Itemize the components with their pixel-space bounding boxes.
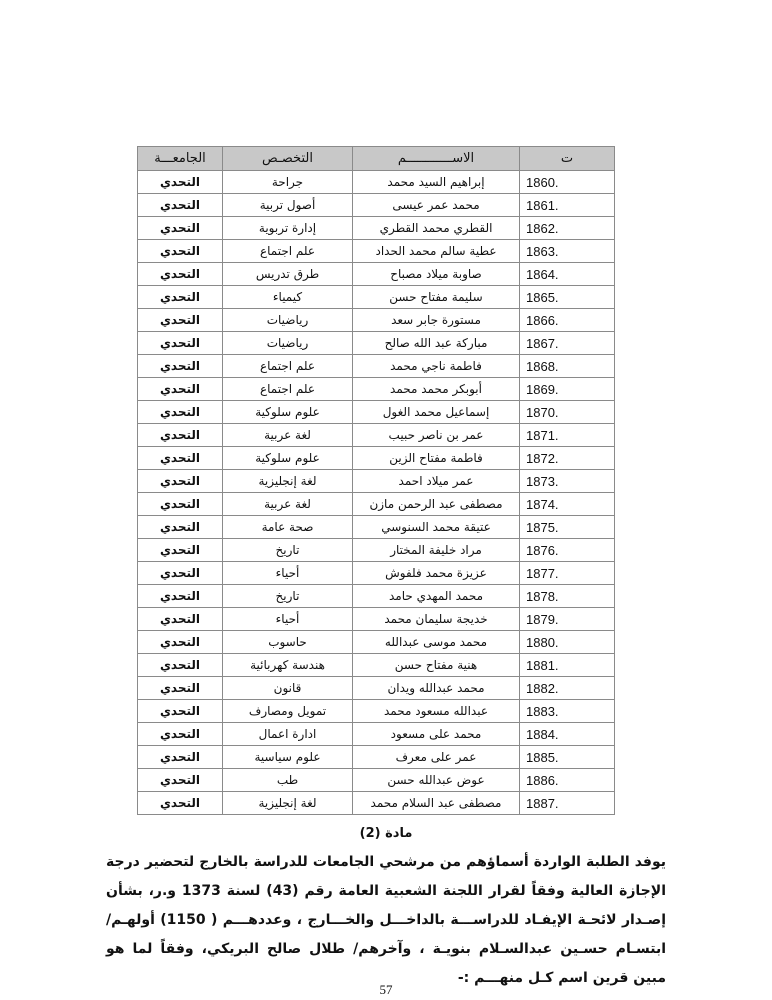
table-row: [138, 194, 615, 217]
table-row: [138, 746, 615, 769]
cell-university: التحدي: [138, 355, 223, 378]
cell-university: التحدي: [138, 378, 223, 401]
cell-specialization: صحة عامة: [223, 516, 353, 539]
cell-university: التحدي: [138, 424, 223, 447]
table-row: [138, 171, 615, 194]
table-row: [138, 677, 615, 700]
table-row: [138, 286, 615, 309]
cell-name: مصطفى عبد السلام محمد: [353, 792, 520, 815]
cell-name: عمر ميلاد احمد: [353, 470, 520, 493]
cell-name: القطري محمد القطري: [353, 217, 520, 240]
cell-specialization: علم اجتماع: [223, 355, 353, 378]
article-title: مادة (2): [359, 826, 413, 841]
table-row: [138, 378, 615, 401]
article-body: يوفد الطلبة الواردة أسماؤهم من مرشحي الجامعات للدراسة بالخارج لتحضير درجة الإجازة العالية وفقاً لقرار اللجنة الشعبية العامة رقم (43) لسنة 1373 و.ر، بشأن إصـدار لائحـة الإيفـاد للدراســـة بالداخـــل والخـــارج ، وعددهـــم ( 1150) أولهـم/ ابتسـام حسـين عبدالسـلام بنويـة ، وآخرهم/ طلال صالح البريكي، وفقاً لما هو مبين قرين اسم كـل منهـــم :-: [106, 854, 666, 986]
cell-name: أبوبكر محمد محمد: [353, 378, 520, 401]
table-row: [138, 355, 615, 378]
table-row: [138, 217, 615, 240]
cell-name: صاوبة ميلاد مصباح: [353, 263, 520, 286]
table-header-row: [138, 147, 615, 171]
cell-name: فاطمة مفتاح الزين: [353, 447, 520, 470]
cell-specialization: كيمياء: [223, 286, 353, 309]
cell-specialization: أحياء: [223, 608, 353, 631]
cell-university: التحدي: [138, 447, 223, 470]
cell-name: إبراهيم السيد محمد: [353, 171, 520, 194]
table-row: [138, 493, 615, 516]
cell-name: عطية سالم محمد الحداد: [353, 240, 520, 263]
cell-university: التحدي: [138, 493, 223, 516]
cell-specialization: علم اجتماع: [223, 240, 353, 263]
table-row: [138, 562, 615, 585]
cell-name: مراد خليفة المختار: [353, 539, 520, 562]
cell-name: عزيزة محمد فلفوش: [353, 562, 520, 585]
table-row: [138, 516, 615, 539]
table-body: [138, 171, 615, 815]
cell-specialization: علوم سياسية: [223, 746, 353, 769]
cell-university: التحدي: [138, 700, 223, 723]
cell-specialization: إدارة تربوية: [223, 217, 353, 240]
table-row: [138, 424, 615, 447]
cell-number: 1886.: [520, 769, 615, 792]
cell-specialization: ادارة اعمال: [223, 723, 353, 746]
cell-number: 1869.: [520, 378, 615, 401]
table-row: [138, 332, 615, 355]
table-row: [138, 539, 615, 562]
table-row: [138, 263, 615, 286]
cell-university: التحدي: [138, 401, 223, 424]
cell-name: هنية مفتاح حسن: [353, 654, 520, 677]
students-table: [137, 146, 615, 815]
cell-university: التحدي: [138, 562, 223, 585]
cell-university: التحدي: [138, 792, 223, 815]
header-university: الجامعـــة: [138, 147, 223, 171]
cell-specialization: جراحة: [223, 171, 353, 194]
cell-name: محمد على مسعود: [353, 723, 520, 746]
cell-number: 1877.: [520, 562, 615, 585]
cell-number: 1881.: [520, 654, 615, 677]
cell-university: التحدي: [138, 746, 223, 769]
cell-specialization: رياضيات: [223, 309, 353, 332]
cell-number: 1870.: [520, 401, 615, 424]
cell-university: التحدي: [138, 677, 223, 700]
cell-name: سليمة مفتاح حسن: [353, 286, 520, 309]
table-row: [138, 792, 615, 815]
cell-number: 1865.: [520, 286, 615, 309]
cell-number: 1871.: [520, 424, 615, 447]
cell-number: 1885.: [520, 746, 615, 769]
cell-university: التحدي: [138, 194, 223, 217]
cell-number: 1861.: [520, 194, 615, 217]
cell-university: التحدي: [138, 309, 223, 332]
cell-number: 1860.: [520, 171, 615, 194]
cell-university: التحدي: [138, 470, 223, 493]
cell-name: عوض عبدالله حسن: [353, 769, 520, 792]
cell-specialization: أحياء: [223, 562, 353, 585]
cell-name: مصطفى عبد الرحمن مازن: [353, 493, 520, 516]
cell-university: التحدي: [138, 263, 223, 286]
cell-university: التحدي: [138, 723, 223, 746]
table-row: [138, 240, 615, 263]
cell-specialization: تاريخ: [223, 585, 353, 608]
cell-specialization: لغة إنجليزية: [223, 470, 353, 493]
cell-specialization: حاسوب: [223, 631, 353, 654]
cell-number: 1878.: [520, 585, 615, 608]
cell-number: 1880.: [520, 631, 615, 654]
cell-name: مستورة جابر سعد: [353, 309, 520, 332]
cell-name: عمر على معرف: [353, 746, 520, 769]
cell-university: التحدي: [138, 171, 223, 194]
table-row: [138, 585, 615, 608]
cell-specialization: قانون: [223, 677, 353, 700]
table-row: [138, 631, 615, 654]
header-specialization: التخصـص: [223, 147, 353, 171]
cell-number: 1863.: [520, 240, 615, 263]
cell-specialization: لغة عربية: [223, 424, 353, 447]
cell-number: 1882.: [520, 677, 615, 700]
cell-number: 1874.: [520, 493, 615, 516]
cell-number: 1879.: [520, 608, 615, 631]
cell-specialization: علوم سلوكية: [223, 401, 353, 424]
cell-specialization: تمويل ومصارف: [223, 700, 353, 723]
cell-name: محمد موسى عبدالله: [353, 631, 520, 654]
cell-specialization: أصول تربية: [223, 194, 353, 217]
page-number: 57: [379, 982, 393, 997]
cell-university: التحدي: [138, 654, 223, 677]
cell-university: التحدي: [138, 585, 223, 608]
cell-specialization: لغة عربية: [223, 493, 353, 516]
cell-number: 1872.: [520, 447, 615, 470]
cell-number: 1873.: [520, 470, 615, 493]
cell-university: التحدي: [138, 608, 223, 631]
cell-specialization: لغة إنجليزية: [223, 792, 353, 815]
table-row: [138, 654, 615, 677]
cell-number: 1884.: [520, 723, 615, 746]
cell-number: 1864.: [520, 263, 615, 286]
cell-specialization: طرق تدريس: [223, 263, 353, 286]
cell-number: 1862.: [520, 217, 615, 240]
cell-university: التحدي: [138, 332, 223, 355]
table-row: [138, 723, 615, 746]
cell-name: إسماعيل محمد الغول: [353, 401, 520, 424]
cell-specialization: علوم سلوكية: [223, 447, 353, 470]
cell-university: التحدي: [138, 240, 223, 263]
cell-name: خديجة سليمان محمد: [353, 608, 520, 631]
table-row: [138, 608, 615, 631]
cell-name: مباركة عبد الله صالح: [353, 332, 520, 355]
cell-name: فاطمة ناجي محمد: [353, 355, 520, 378]
table-row: [138, 769, 615, 792]
cell-name: عبدالله مسعود محمد: [353, 700, 520, 723]
cell-name: محمد عبدالله ويدان: [353, 677, 520, 700]
cell-name: عمر بن ناصر حبيب: [353, 424, 520, 447]
cell-specialization: هندسة كهربائية: [223, 654, 353, 677]
cell-specialization: علم اجتماع: [223, 378, 353, 401]
cell-university: التحدي: [138, 539, 223, 562]
cell-name: عتيقة محمد السنوسي: [353, 516, 520, 539]
cell-number: 1876.: [520, 539, 615, 562]
header-number: ت: [520, 147, 615, 171]
table-row: [138, 447, 615, 470]
table-row: [138, 401, 615, 424]
table-row: [138, 470, 615, 493]
cell-number: 1867.: [520, 332, 615, 355]
cell-name: محمد عمر عيسى: [353, 194, 520, 217]
header-name: الاســــــــــــم: [353, 147, 520, 171]
cell-name: محمد المهدي حامد: [353, 585, 520, 608]
cell-university: التحدي: [138, 769, 223, 792]
cell-number: 1866.: [520, 309, 615, 332]
cell-specialization: رياضيات: [223, 332, 353, 355]
cell-specialization: تاريخ: [223, 539, 353, 562]
cell-university: التحدي: [138, 217, 223, 240]
table-row: [138, 700, 615, 723]
cell-number: 1887.: [520, 792, 615, 815]
table-row: [138, 309, 615, 332]
cell-specialization: طب: [223, 769, 353, 792]
cell-number: 1883.: [520, 700, 615, 723]
cell-number: 1868.: [520, 355, 615, 378]
cell-university: التحدي: [138, 631, 223, 654]
cell-university: التحدي: [138, 286, 223, 309]
cell-university: التحدي: [138, 516, 223, 539]
cell-number: 1875.: [520, 516, 615, 539]
